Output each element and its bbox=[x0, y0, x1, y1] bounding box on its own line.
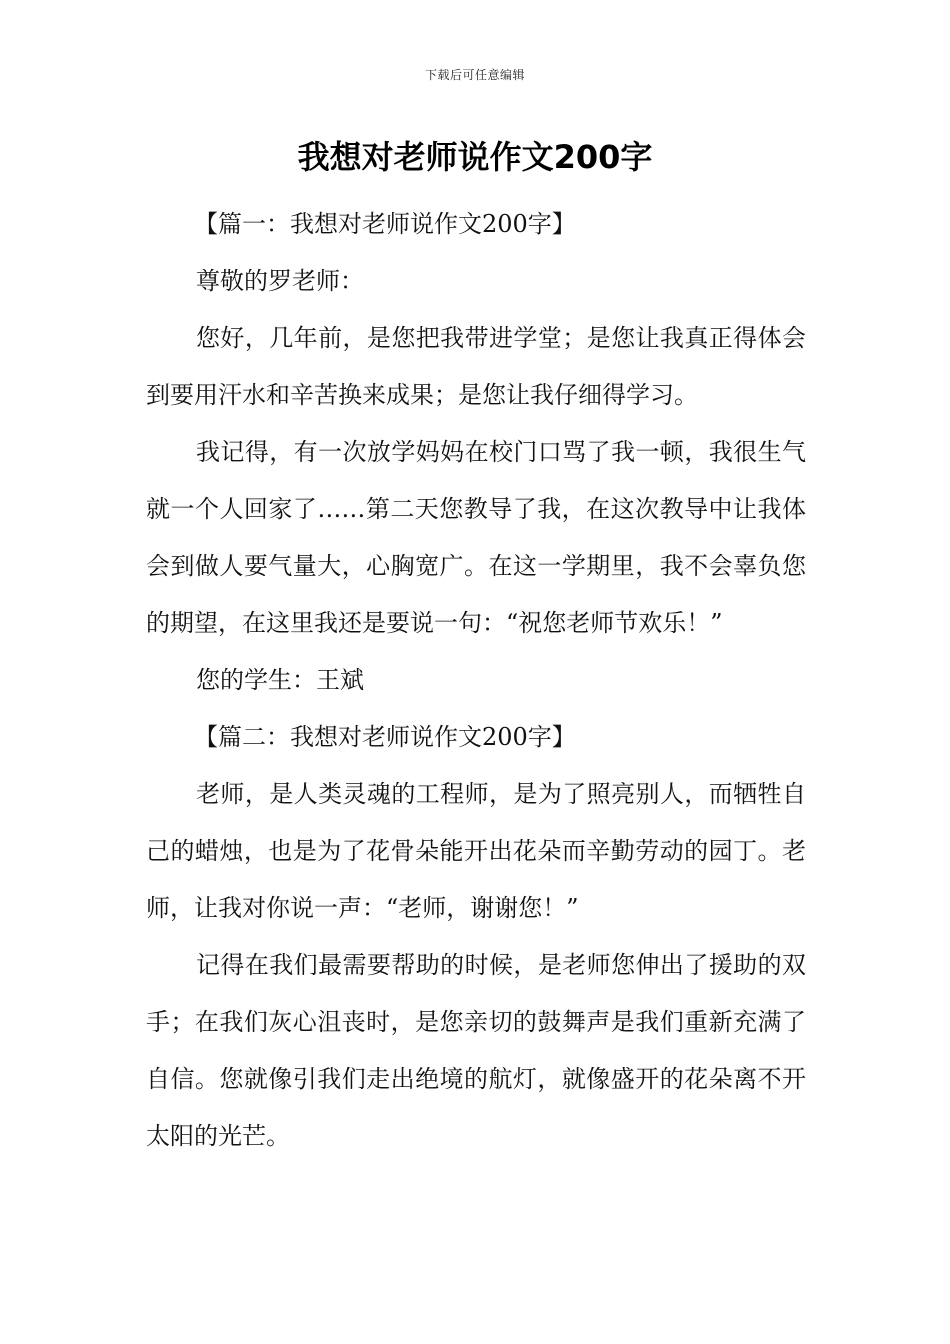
paragraph: 我记得，有一次放学妈妈在校门口骂了我一顿，我很生气就一个人回家了……第二天您教导了我，在这次教导中让我体会到做人要气量大，心胸宽广。在这一学期里，我不会辜负您的期望，在这里我还是要说一句：“祝您老师节欢乐！” bbox=[146, 438, 806, 637]
section-heading-1: 【篇一：我想对老师说作文200字】 bbox=[194, 210, 576, 238]
paragraph-signature: 您的学生：王斌 bbox=[196, 666, 364, 694]
paragraph: 记得在我们最需要帮助的时候，是老师您伸出了援助的双手；在我们灰心沮丧时，是您亲切的鼓舞声是我们重新充满了自信。您就像引我们走出绝境的航灯，就像盛开的花朵离不开太阳的光芒。 bbox=[146, 951, 806, 1150]
paragraph: 老师，是人类灵魂的工程师，是为了照亮别人，而牺牲自己的蜡烛，也是为了花骨朵能开出花朵而辛勤劳动的园丁。老师，让我对你说一声：“老师，谢谢您！” bbox=[146, 780, 806, 922]
document-title: 我想对老师说作文200字 bbox=[297, 138, 653, 176]
paragraph: 您好，几年前，是您把我带进学堂；是您让我真正得体会到要用汗水和辛苦换来成果；是您让我仔细得学习。 bbox=[146, 324, 806, 409]
section-heading-2: 【篇二：我想对老师说作文200字】 bbox=[194, 723, 576, 751]
paragraph-salutation: 尊敬的罗老师： bbox=[196, 267, 364, 295]
document-body bbox=[146, 196, 806, 1165]
header-note: 下载后可任意编辑 bbox=[424, 68, 525, 82]
